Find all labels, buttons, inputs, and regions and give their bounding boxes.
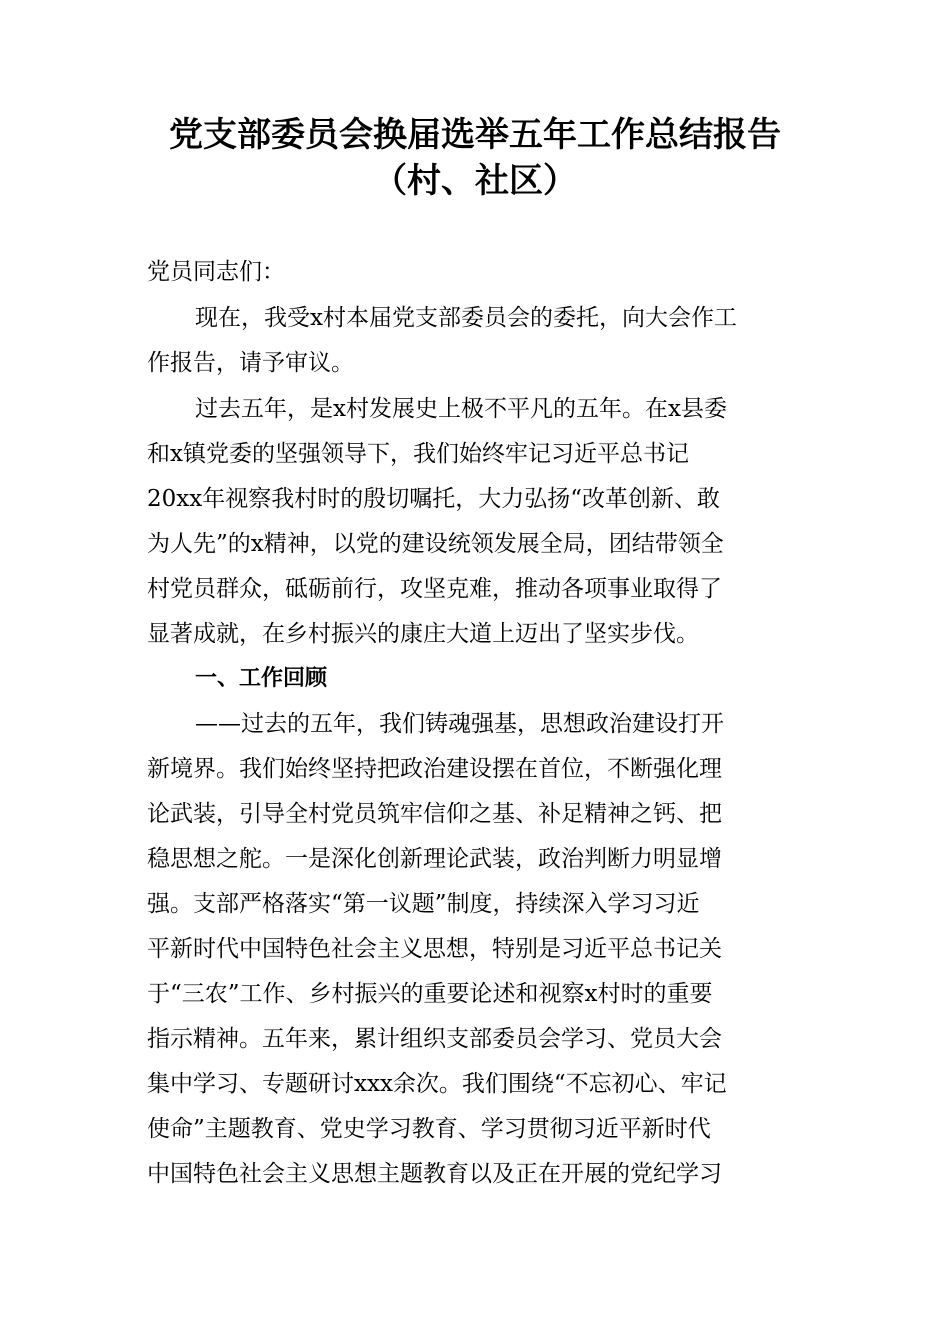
paragraph-line: 集中学习、专题研讨xxx余次。我们围绕“不忘初心、牢记 — [147, 1071, 727, 1097]
paragraph-line: 平新时代中国特色社会主义思想，特别是习近平总书记关 — [147, 936, 722, 962]
paragraph-line: 20xx年视察我村时的殷切嘱托，大力弘扬“改革创新、敢 — [147, 486, 720, 512]
paragraph-line: 强。支部严格落实“第一议题”制度，持续深入学习习近 — [147, 891, 700, 917]
paragraph-line: 现在，我受x村本届党支部委员会的委托，向大会作工 — [195, 305, 737, 331]
paragraph-line: 稳思想之舵。一是深化创新理论武装，政治判断力明显增 — [147, 846, 722, 872]
paragraph-line: 和x镇党委的坚强领导下，我们始终牢记习近平总书记 — [147, 441, 689, 467]
section-heading: 一、工作回顾 — [195, 666, 328, 691]
salutation: 党员同志们： — [147, 259, 285, 285]
paragraph-line: 村党员群众，砥砺前行，攻坚克难，推动各项事业取得了 — [147, 576, 722, 602]
paragraph-line: 指示精神。五年来，累计组织支部委员会学习、党员大会 — [147, 1026, 722, 1052]
paragraph-line: ——过去的五年，我们铸魂强基，思想政治建设打开 — [195, 711, 724, 737]
paragraph-line: 为人先”的x精神，以党的建设统领发展全局，团结带领全 — [147, 531, 724, 557]
paragraph-line: 显著成就，在乡村振兴的康庄大道上迈出了坚实步伐。 — [147, 621, 699, 647]
paragraph-line: 使命”主题教育、党史学习教育、学习贯彻习近平新时代 — [147, 1116, 711, 1142]
paragraph-line: 中国特色社会主义思想主题教育以及正在开展的党纪学习 — [147, 1161, 722, 1187]
document-subtitle: （村、社区） — [373, 161, 577, 201]
document-title: 党支部委员会换届选举五年工作总结报告 — [169, 115, 781, 155]
paragraph-line: 于“三农”工作、乡村振兴的重要论述和视察x村时的重要 — [147, 981, 713, 1007]
paragraph-line: 过去五年，是x村发展史上极不平凡的五年。在x县委 — [195, 396, 727, 422]
paragraph-line: 作报告，请予审议。 — [147, 350, 354, 376]
paragraph-line: 新境界。我们始终坚持把政治建设摆在首位，不断强化理 — [147, 756, 722, 782]
paragraph-line: 论武装，引导全村党员筑牢信仰之基、补足精神之钙、把 — [147, 801, 722, 827]
